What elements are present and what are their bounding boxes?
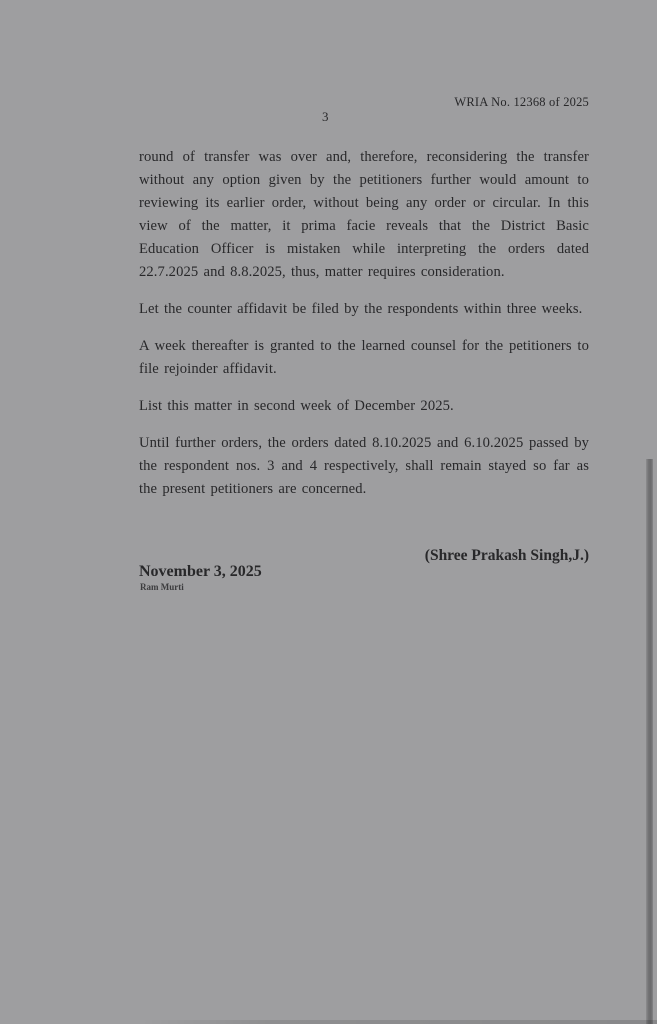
order-paragraph: Until further orders, the orders dated 8.10.2025 and 6.10.2025 passed by the respondent nos. 3 and 4 respectively, shall remain stayed so far as the present petitioners are concerned.: [139, 435, 589, 497]
page-edge-shadow-right: [646, 459, 653, 1024]
page-edge-shadow-bottom: [140, 1020, 657, 1024]
case-number: WRIA No. 12368 of 2025: [454, 95, 589, 109]
stenographer-name: Ram Murti: [140, 582, 184, 592]
page-number: 3: [322, 109, 329, 124]
order-paragraph: List this matter in second week of December 2025.: [139, 398, 454, 414]
order-paragraph: round of transfer was over and, therefore, reconsidering the transfer without any option given by the petitioners further would amount to reviewing its earlier order, without being any order or circular. In this view of the matter, it prima facie reveals that the District Basic Education Officer is mistaken while interpreting the orders dated 22.7.2025 and 8.8.2025, thus, matter requires consideration.: [139, 149, 589, 280]
order-paragraph: Let the counter affidavit be filed by the respondents within three weeks.: [139, 301, 583, 317]
judge-signature: (Shree Prakash Singh,J.): [424, 547, 589, 564]
order-paragraph: A week thereafter is granted to the learned counsel for the petitioners to file rejoinder affidavit.: [139, 338, 589, 377]
order-body: [139, 146, 589, 501]
order-date: November 3, 2025: [139, 563, 262, 580]
